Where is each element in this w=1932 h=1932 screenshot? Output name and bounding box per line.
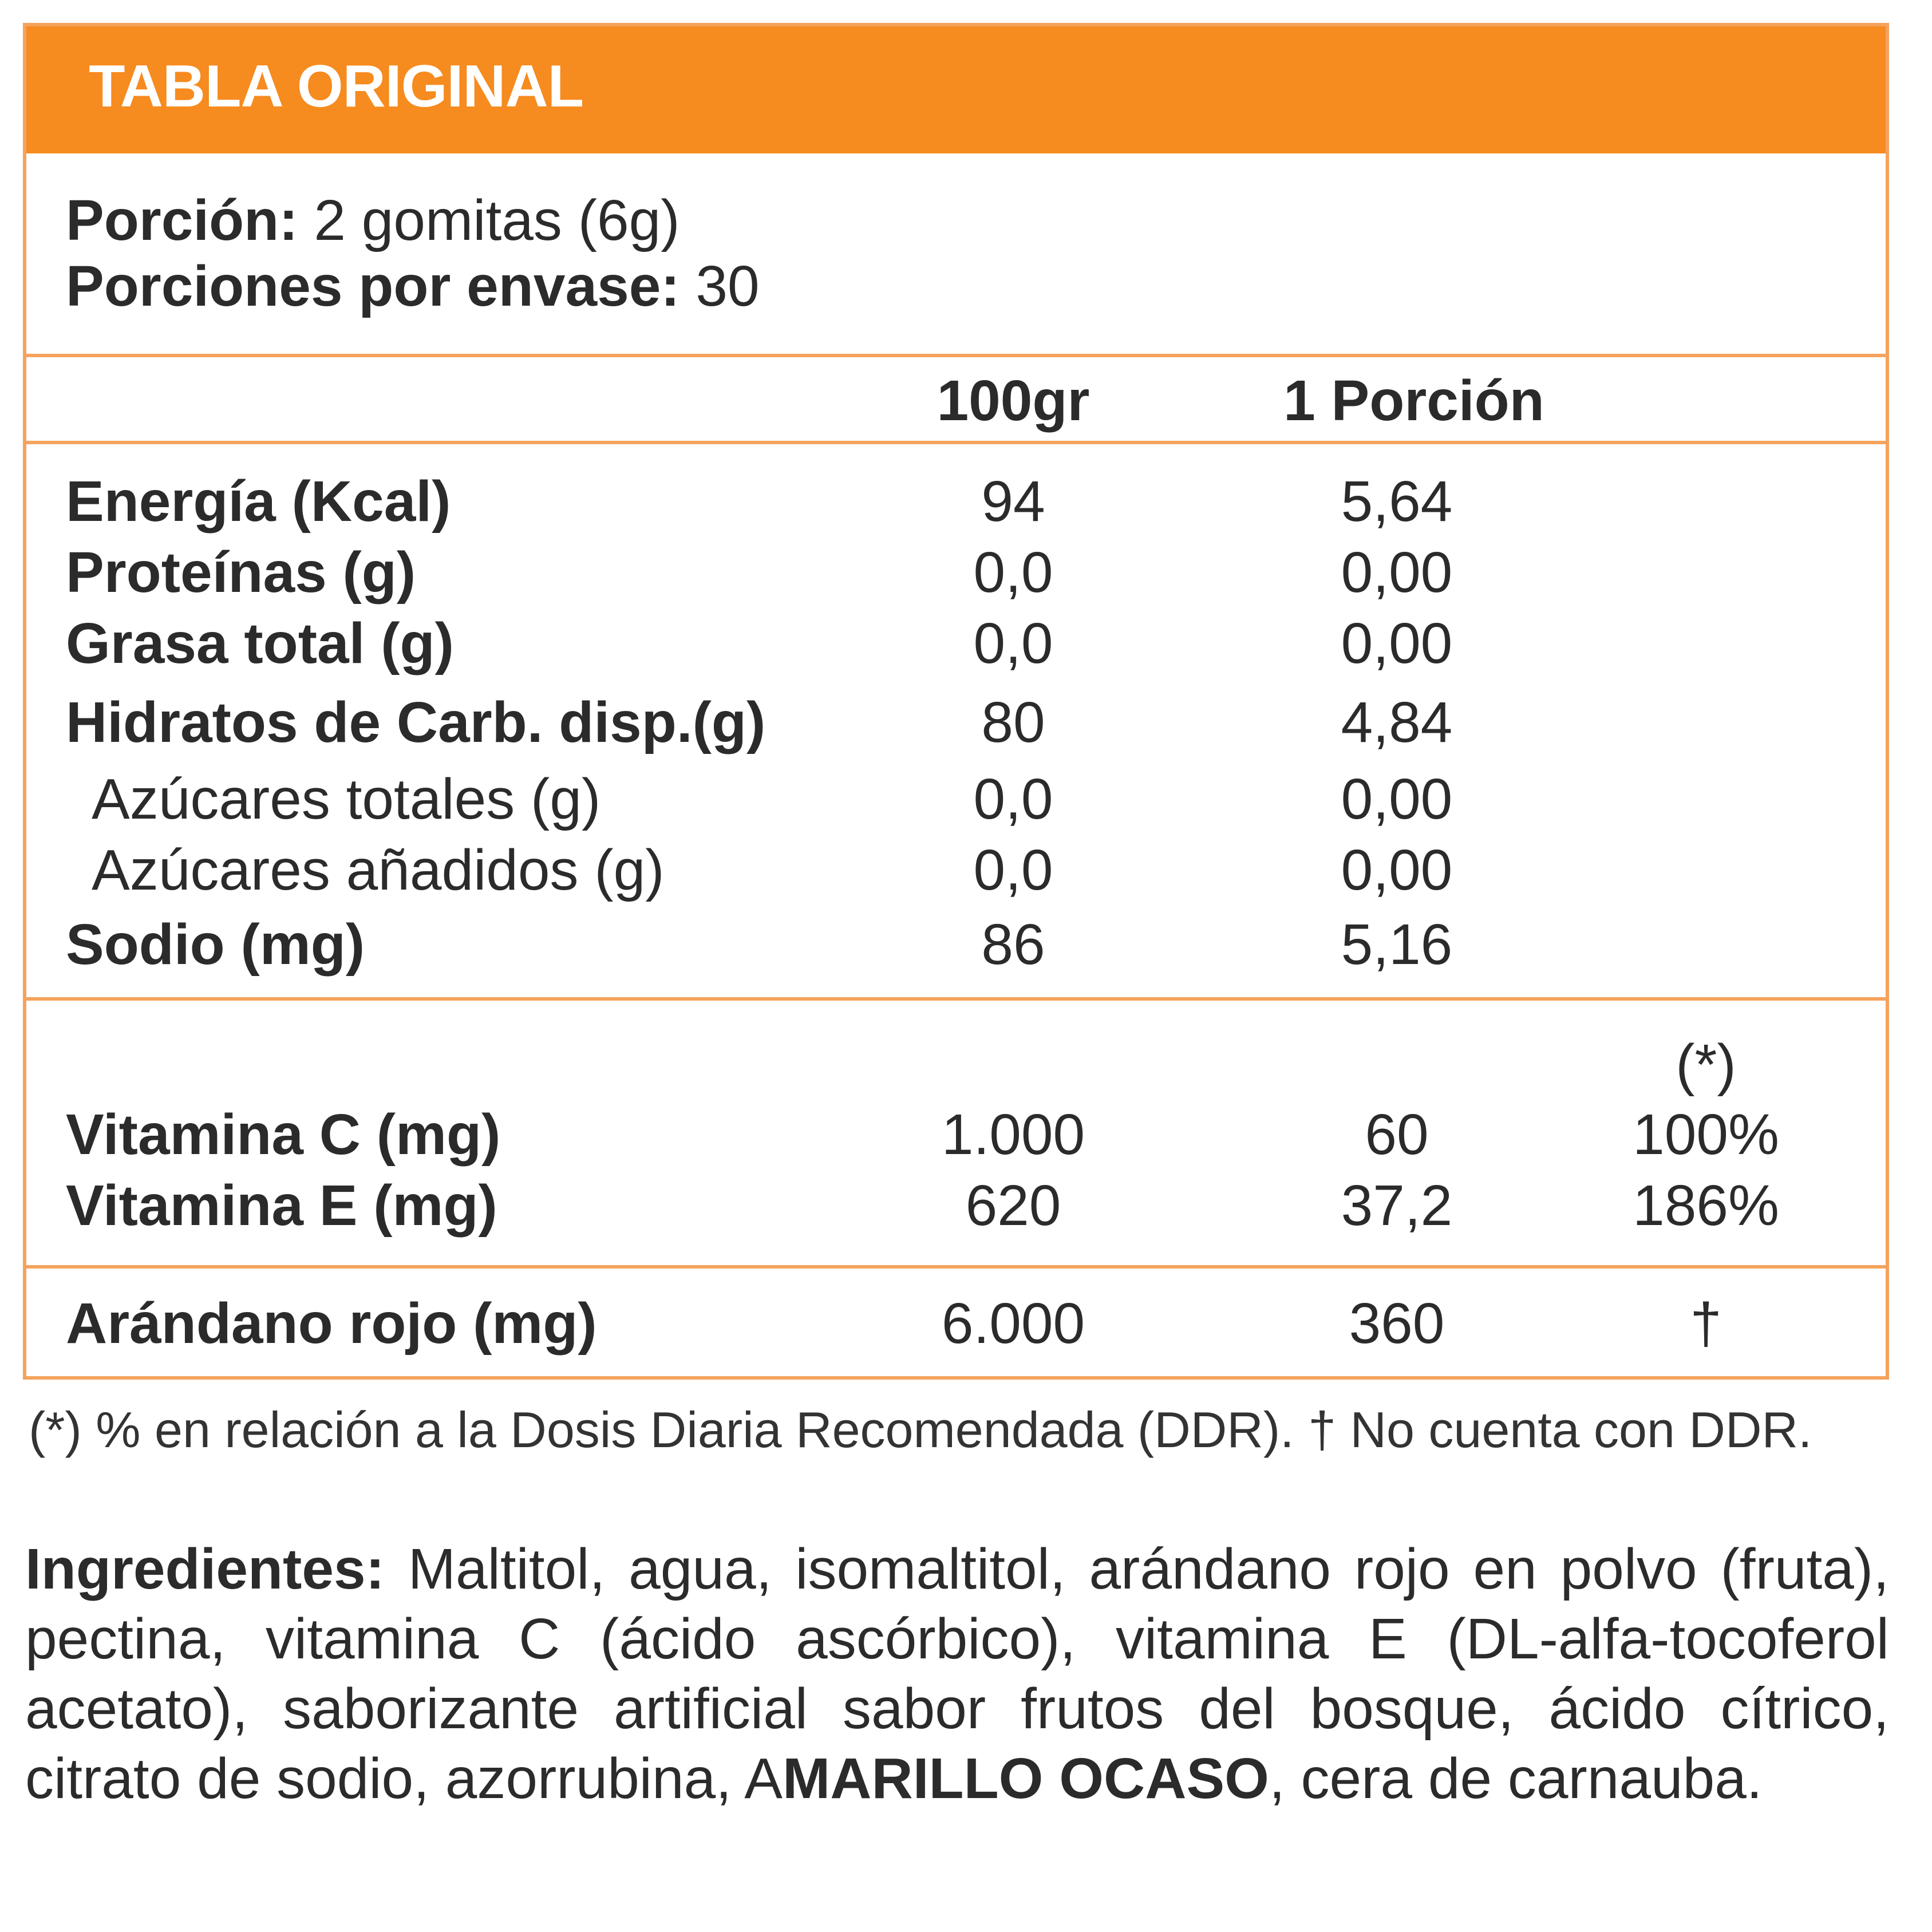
ingredients-emphasis: MARILLO OCASO <box>783 1747 1269 1811</box>
ingredients-text-end: , cera de carnauba. <box>1269 1747 1763 1811</box>
nutrient-per-portion: 0,00 <box>1341 767 1453 831</box>
divider-columns <box>23 441 1889 444</box>
nutrient-per100: 0,0 <box>973 611 1053 675</box>
serving-size <box>66 188 680 252</box>
nutrient-name: Sodio (mg) <box>66 912 365 977</box>
nutrient-per100: 0,0 <box>973 838 1053 902</box>
ingredients-text: Maltitol, agua, isomaltitol, arándano rojo en polvo (fruta), pectina, vitamina C (ácido ascórbico), vitamina E (DL-alfa-tocoferol acetato), saborizante artificial sabor frutos del bosque, ácido cítrico, citrato de sodio, azorrubina, A <box>25 1537 1889 1811</box>
nutrient-name: Energía (Kcal) <box>66 469 451 534</box>
nutrient-per-portion: 0,00 <box>1341 611 1453 675</box>
nutrient-per-portion: 0,00 <box>1341 838 1453 902</box>
divider-nutrients <box>23 997 1889 1001</box>
ingredients-label: Ingredientes: <box>25 1537 385 1601</box>
column-header-100gr: 100gr <box>937 369 1090 433</box>
nutrient-name: Grasa total (g) <box>66 611 454 675</box>
vitamin-ddr: 186% <box>1633 1174 1779 1238</box>
divider-serving <box>23 354 1889 357</box>
nutrient-name: Azúcares añadidos (g) <box>92 838 665 902</box>
vitamin-per100: 620 <box>965 1174 1061 1238</box>
nutrient-per100: 94 <box>981 469 1045 534</box>
nutrient-per-portion: 0,00 <box>1341 540 1453 605</box>
table-title: TABLA ORIGINAL <box>89 53 584 120</box>
nutrient-per100: 0,0 <box>973 767 1053 831</box>
nutrient-name: Proteínas (g) <box>66 540 416 605</box>
nutrient-per100: 0,0 <box>973 540 1053 605</box>
ddr-footnote: (*) % en relación a la Dosis Diaria Recomendada (DDR). † No cuenta con DDR. <box>29 1401 1812 1458</box>
serving-size-label: Porción: <box>66 188 298 252</box>
vitamin-name: Vitamina C (mg) <box>66 1103 501 1167</box>
serving-size-value: 2 gomitas (6g) <box>298 188 680 252</box>
nutrient-per-portion: 5,64 <box>1341 469 1453 534</box>
nutrient-name: Azúcares totales (g) <box>92 767 601 831</box>
cranberry-name: Arándano rojo (mg) <box>66 1291 597 1356</box>
servings-per-package-label: Porciones por envase: <box>66 254 680 318</box>
ddr-header: (*) <box>1676 1033 1736 1097</box>
vitamin-per-portion: 60 <box>1365 1103 1429 1167</box>
vitamin-per-portion: 37,2 <box>1341 1174 1453 1238</box>
cranberry-per-portion: 360 <box>1349 1291 1445 1356</box>
servings-per-package-value: 30 <box>679 254 760 318</box>
vitamin-per100: 1.000 <box>941 1103 1085 1167</box>
nutrient-per100: 86 <box>981 912 1045 977</box>
divider-vitamins <box>23 1265 1889 1269</box>
nutrient-name: Hidratos de Carb. disp.(g) <box>66 690 766 754</box>
nutrient-per-portion: 5,16 <box>1341 912 1453 977</box>
nutrient-per-portion: 4,84 <box>1341 690 1453 754</box>
column-header-portion: 1 Porción <box>1283 369 1544 433</box>
vitamin-ddr: 100% <box>1633 1103 1779 1167</box>
ingredients-paragraph <box>25 1534 1889 1814</box>
vitamin-name: Vitamina E (mg) <box>66 1174 497 1238</box>
nutrient-per100: 80 <box>981 690 1045 754</box>
cranberry-per100: 6.000 <box>941 1291 1085 1356</box>
cranberry-ddr: † <box>1690 1291 1722 1356</box>
servings-per-package <box>66 254 760 318</box>
